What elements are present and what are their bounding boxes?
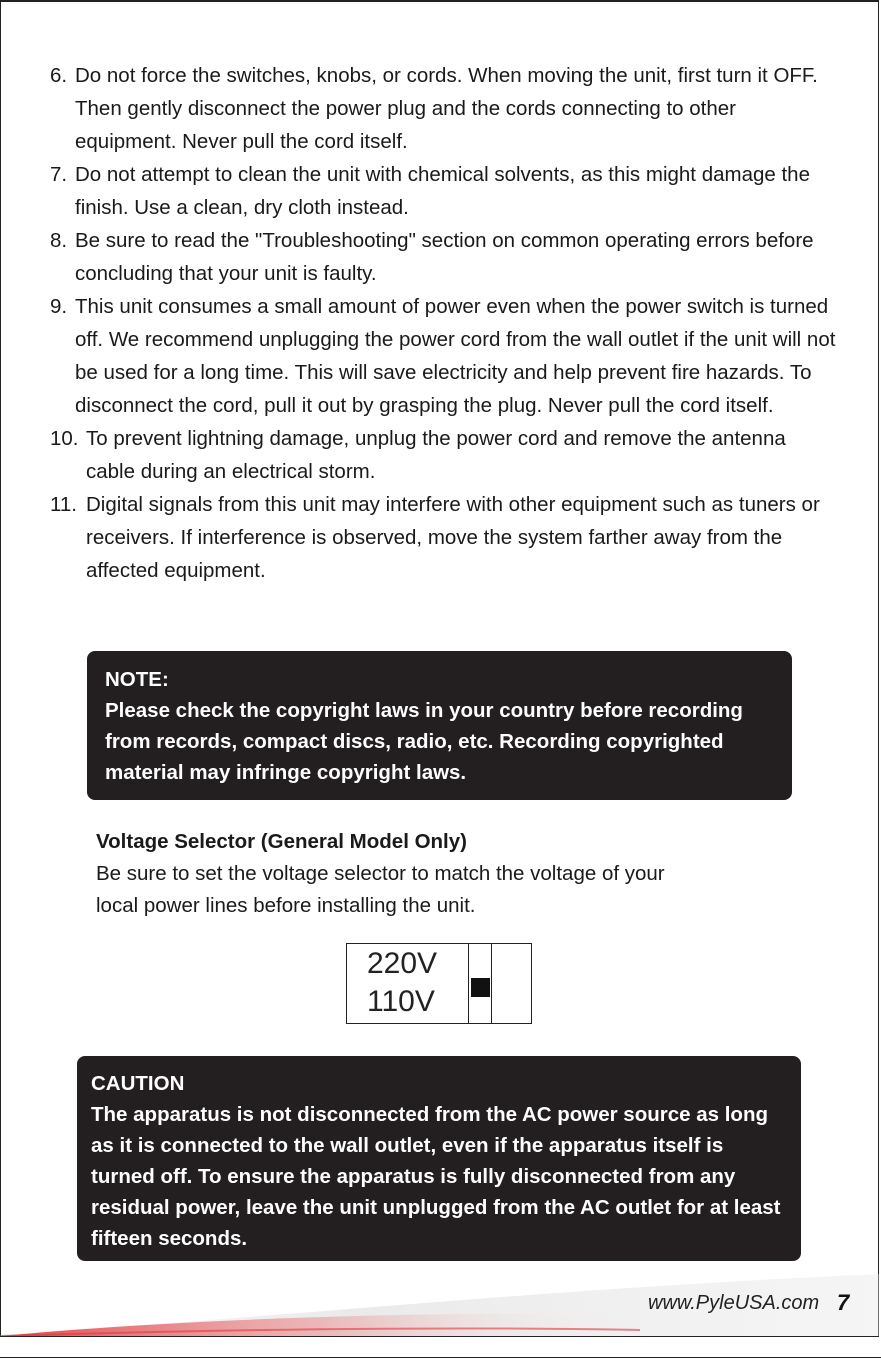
voltage-heading: Voltage Selector (General Model Only) [96, 830, 467, 853]
instruction-item [50, 59, 840, 158]
instruction-text: Do not attempt to clean the unit with chemical solvents, as this might damage the finish. Use a clean, dry cloth instead. [75, 163, 810, 219]
instruction-text: Digital signals from this unit may interfere with other equipment such as tuners or receivers. If interference is observed, move the system farther away from the affected equipment. [86, 493, 820, 582]
caution-body: The apparatus is not disconnected from the AC power source as long as it is connected to the wall outlet, even if the apparatus itself is turned off. To ensure the apparatus is fully disconnected from any residual power, leave the unit unplugged from the AC outlet for at least fifteen seconds. [91, 1103, 781, 1250]
instruction-list [50, 59, 840, 587]
voltage-body: Be sure to set the voltage selector to match the voltage of your local power lines before installing the unit. [96, 862, 665, 917]
instruction-item [50, 488, 840, 587]
instruction-text: To prevent lightning damage, unplug the power cord and remove the antenna cable during an electrical storm. [86, 427, 786, 483]
instruction-number: 9. [50, 295, 68, 318]
instruction-item [50, 422, 840, 488]
voltage-switch [468, 943, 492, 1024]
note-title: NOTE: [105, 668, 169, 691]
instruction-text: Do not force the switches, knobs, or cords. When moving the unit, first turn it OFF. Then gently disconnect the power plug and the cords connecting to other equipment. Never pull the cord itself. [75, 64, 818, 153]
instruction-text: This unit consumes a small amount of power even when the power switch is turned off. We recommend unplugging the power cord from the wall outlet if the unit will not be used for a long time. This will save electricity and help prevent fire hazards. To disconnect the cord, pull it out by grasping the plug. Never pull the cord itself. [75, 295, 836, 417]
instruction-item [50, 290, 840, 422]
footer-url: www.PyleUSA.com [648, 1292, 820, 1314]
page-number: 7 [837, 1290, 850, 1315]
instruction-number: 10. [50, 427, 79, 450]
note-box [87, 651, 792, 800]
instruction-number: 11. [50, 493, 77, 516]
caution-box [77, 1056, 801, 1261]
voltage-switch-knob [471, 978, 490, 997]
instruction-number: 7. [50, 163, 68, 186]
voltage-option-220: 220V [367, 947, 438, 980]
voltage-selector-diagram [346, 943, 532, 1024]
note-body: Please check the copyright laws in your country before recording from records, compact discs, radio, etc. Recording copyrighted material may infringe copyright laws. [105, 699, 743, 784]
voltage-option-110: 110V [367, 985, 435, 1018]
instruction-number: 8. [50, 229, 68, 252]
instruction-number: 6. [50, 64, 68, 87]
instruction-item [50, 224, 840, 290]
caution-title: CAUTION [91, 1072, 185, 1095]
voltage-section [96, 826, 796, 922]
bottom-rule [0, 1357, 881, 1358]
instruction-item [50, 158, 840, 224]
instruction-text: Be sure to read the "Troubleshooting" section on common operating errors before concluding that your unit is faulty. [75, 229, 814, 285]
